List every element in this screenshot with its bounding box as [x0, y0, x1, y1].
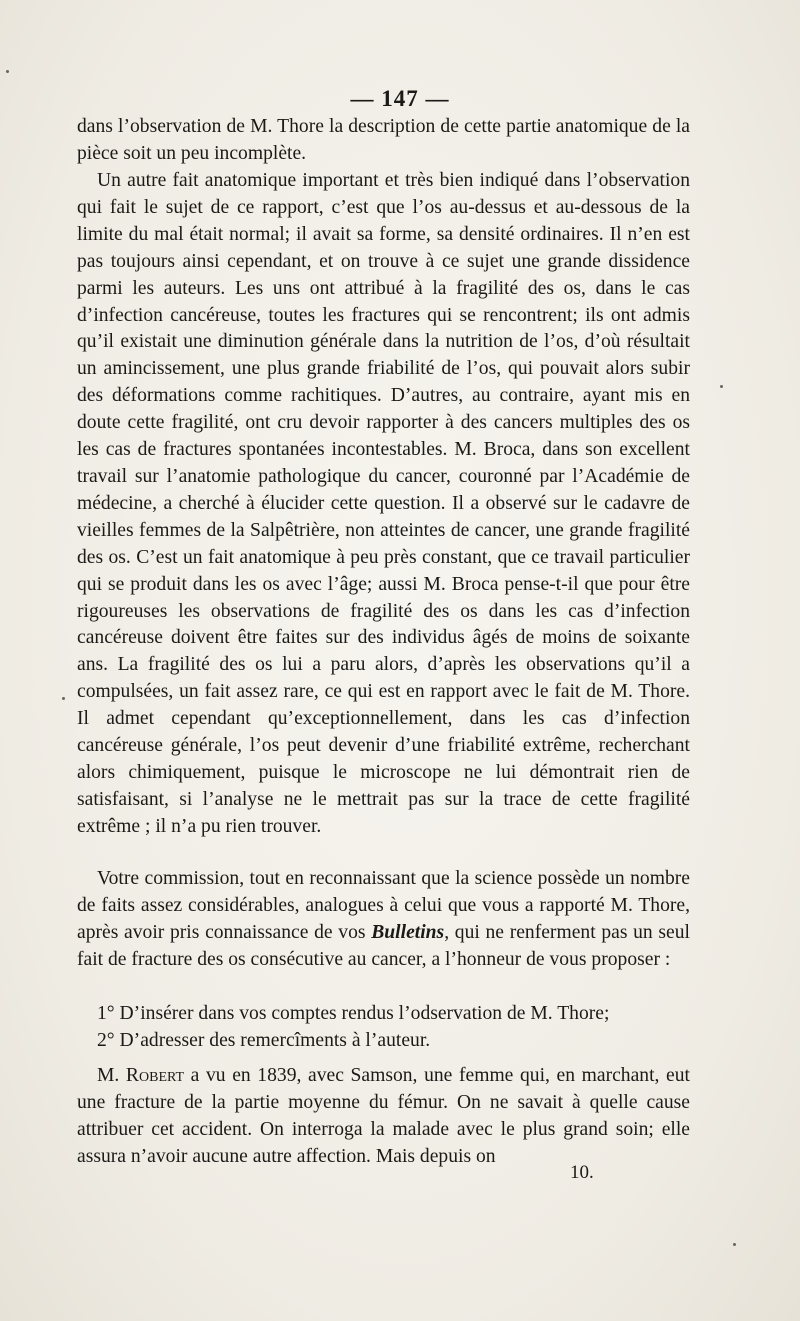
paragraph-3-text: Votre commission, tout en reconnaissant que la science possède un nombre de faits assez considérables, analogues à celui que vous a rapporté M. Thore, après avoir pris connaissance de vos	[77, 868, 690, 943]
proposal-list	[77, 1001, 690, 1055]
speaker-name: M. Robert	[97, 1065, 185, 1086]
paper-speck	[62, 697, 65, 700]
paper-speck	[733, 1243, 736, 1246]
paragraph-2: Un autre fait anatomique important et très bien indiqué dans l’observation qui fait le sujet de ce rapport, c’est que l’os au-dessus et au-dessous de la limite du mal était normal; il avait sa forme, sa densité ordinaires. Il n’en est pas toujours ainsi cependant, et on trouve à ce sujet une grande dissidence parmi les auteurs. Les uns ont attribué à la fragilité des os, dans le cas d’infection cancéreuse, toutes les fractures qui se rencontrent; ils ont admis qu’il existait une diminution générale dans la nutrition de l’os, d’où résultait un amincissement, une plus grande friabilité de l’os, qui pouvait alors subir des déformations comme rachitiques. D’autres, au contraire, ayant mis en doute cette fragilité, ont cru devoir rapporter à des cancers multiples des os les cas de fractures spontanées incontestables. M. Broca, dans son excellent travail sur l’anatomie pathologique du cancer, couronné par l’Académie de médecine, a cherché à élucider cette question. Il a observé sur le cadavre de vieilles femmes de la Salpêtrière, non atteintes de cancer, une grande fragilité des os. C’est un fait anatomique à peu près constant, que ce travail particulier qui se produit dans les os avec l’âge; aussi M. Broca pense-t-il que pour être rigoureuses les observations de fragilité des os dans les cas d’infection cancéreuse doivent être faites sur des individus âgés de moins de soixante ans. La fragilité des os lui a paru alors, d’après les observations qu’il a compulsées, un fait assez rare, ce qui est en rapport avec le fait de M. Thore. Il admet cependant qu’exceptionnellement, dans les cas d’infection cancéreuse générale, l’os peut devenir d’une friabilité extrême, recherchant alors chimiquement, puisque le microscope ne lui démontrait rien de satisfaisant, si l’analyse ne le mettrait pas sur la trace de cette fragilité extrême ; il n’a pu rien trouver.	[77, 170, 690, 837]
bulletins-title: Bulletins	[371, 921, 445, 943]
paragraph-1: dans l’observation de M. Thore la description de cette partie anatomique de la pièce soit un peu incomplète.	[77, 116, 690, 164]
paper-speck	[720, 385, 723, 388]
signature-mark: 10.	[570, 1162, 594, 1183]
paragraph-3	[77, 866, 690, 974]
paper-speck	[6, 70, 9, 73]
proposal-item-1: 1° D’insérer dans vos comptes rendus l’odservation de M. Thore;	[97, 1003, 610, 1024]
paragraph-4-text: a vu en 1839, avec Samson, une femme qui, en marchant, eut une fracture de la partie moyenne du fémur. On ne savait à quelle cause attribuer cet accident. On interroga la malade avec le plus grand soin; elle assura n’avoir aucune autre affection. Mais depuis on	[77, 1065, 690, 1167]
proposal-item-2: 2° D’adresser des remercîments à l’auteur.	[97, 1029, 431, 1051]
page-number: — 147 —	[350, 86, 450, 111]
paragraph-3-text-end: , qui ne renferment pas un seul fait de fracture des os consécutive au cancer, a l’honneur de vous proposer :	[77, 921, 690, 970]
paragraph-4	[77, 1063, 690, 1171]
